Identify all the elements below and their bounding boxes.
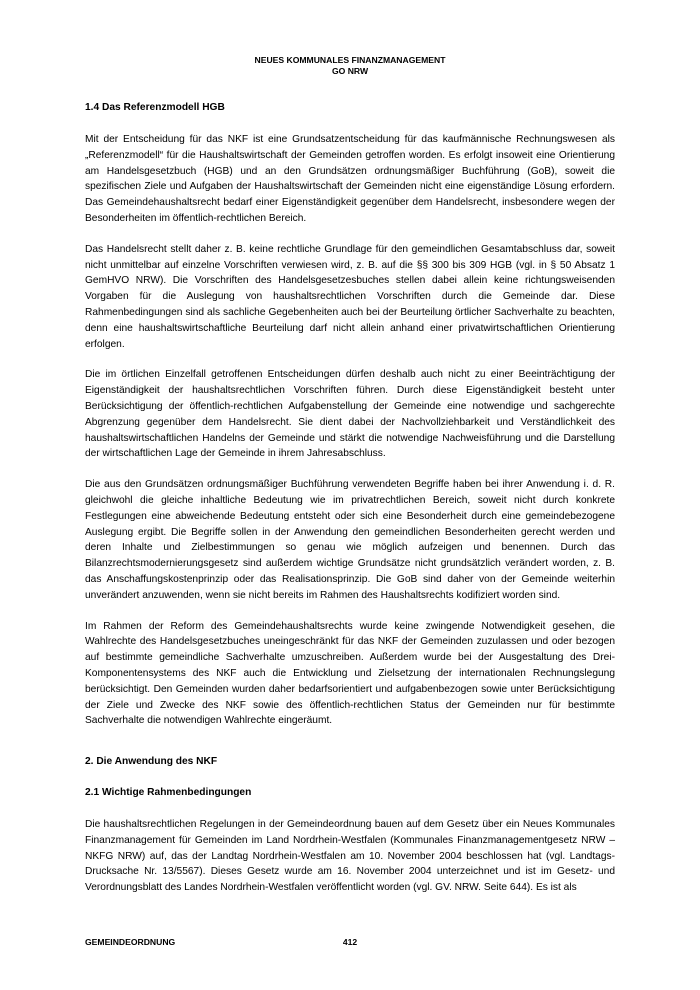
page-number: 412 [342, 937, 358, 947]
page-header [85, 55, 615, 77]
header-title: NEUES KOMMUNALES FINANZMANAGEMENT [254, 55, 446, 65]
section-heading-1-4: 1.4 Das Referenzmodell HGB [85, 102, 225, 113]
header-subtitle: GO NRW [331, 66, 369, 76]
paragraph: Die haushaltsrechtlichen Regelungen in der Gemeindeordnung bauen auf dem Gesetz über ein Neues Kommunales Finanzmanagement für Gemeinden im Land Nordrhein-Westfalen (Kommunales Finanzmanagementgesetz NRW – NKFG NRW) auf, das der Landtag Nordrhein-Westfalen am 10. November 2004 beschlossen hat (vgl. Landtags-Drucksache Nr. 13/5567). Dieses Gesetz wurde am 16. November 2004 unterzeichnet und ist im Gesetz- und Verordnungsblatt des Landes Nordrhein-Westfalen veröffentlicht worden (vgl. GV. NRW. Seite 644). Es ist als [85, 819, 615, 894]
paragraph: Mit der Entscheidung für das NKF ist eine Grundsatzentscheidung für das kaufmännische Rechnungswesen als „Referenzmodell“ für die Haushaltswirtschaft der Gemeinden getroffen worden. Es erfolgt insoweit eine Orientierung am Handelsgesetzbuch (HGB) und an den Grundsätzen ordnungsmäßiger Buchführung (GoB), soweit die spezifischen Ziele und Aufgaben der Haushaltswirtschaft der Gemeinden nicht eine eigenständige Lösung erfordern. Das Gemeindehaushaltsrecht bedarf einer Eigenständigkeit gegenüber dem Handelsrecht, insbesondere wegen der Besonderheiten im öffentlich-rechtlichen Bereich. [85, 134, 615, 224]
section-heading-2: 2. Die Anwendung des NKF [85, 756, 218, 768]
footer-document-title: GEMEINDEORDNUNG [85, 937, 176, 947]
paragraph: Die im örtlichen Einzelfall getroffenen Entscheidungen dürfen deshalb auch nicht zu einer Beeinträchtigung der Eigenständigkeit der haushaltsrechtlichen Vorschriften führen. Durch diese Eigenständigkeit besteht unter Berücksichtigung der öffentlich-rechtlichen Aufgabenstellung der Gemeinde eine notwendige und sachgerechte Abgrenzung gegenüber dem Handelsrecht. Sie dient dabei der Nachvollziehbarkeit und Verständlichkeit des haushaltswirtschaftlichen Handelns der Gemeinde und stärkt die notwendige Nachweisführung und die Darstellung der wirtschaftlichen Lage der Gemeinde in ihrem Jahresabschluss. [85, 369, 615, 460]
paragraph: Die aus den Grundsätzen ordnungsmäßiger Buchführung verwendeten Begriffe haben bei ihrer Anwendung i. d. R. gleichwohl die gleiche inhaltliche Bedeutung wie im privatrechtlichen Bereich, soweit nicht durch konkrete Festlegungen eine abweichende Bedeutung entsteht oder sich eine Besonderheit durch eine gemeindebezogene Auslegung ergibt. Die Begriffe sollen in der Anwendung den gemeindlichen Besonderheiten gerecht werden und deren Inhalte und Zielbestimmungen so genau wie möglich aufzeigen und benennen. Durch das Bilanzrechtsmodernierungsgesetz sind außerdem wichtige Grundsätze nicht grundsätzlich verändert worden, z. B. das Anschaffungskostenprinzip oder das Realisationsprinzip. Die GoB sind daher von der Gemeinde weiterhin unverändert anzuwenden, wenn sie nicht bereits im Rahmen des Haushaltsrechts kodifiziert worden sind. [85, 479, 615, 601]
page-footer [85, 937, 615, 949]
paragraph: Das Handelsrecht stellt daher z. B. keine rechtliche Grundlage für den gemeindlichen Gesamtabschluss dar, soweit nicht unmittelbar auf einzelne Vorschriften verwiesen wird, z. B. auf die §§ 300 bis 309 HGB (vgl. in § 50 Absatz 1 GemHVO NRW). Die Vorschriften des Handelsgesetzesbuches stellen dabei allein keine richtungsweisenden Vorgaben für die Auslegung von haushaltsrechtlichen Vorschriften durch die Gemeinde dar. Diese Rahmenbedingungen sind als sachliche Gegebenheiten auch bei der Beurteilung örtlicher Sachverhalte zu beachten, denn eine haushaltswirtschaftliche Beurteilung darf nicht allein anhand einer privatwirtschaftlichen Orientierung erfolgen. [85, 243, 615, 350]
section-heading-2-1: 2.1 Wichtige Rahmenbedingungen [85, 787, 252, 799]
paragraph: Im Rahmen der Reform des Gemeindehaushaltsrechts wurde keine zwingende Notwendigkeit gesehen, die Wahlrechte des Handelsgesetzbuches uneingeschränkt für das NKF der Gemeinden zuzulassen und oder bezogen auf bestimmte gemeindliche Sachverhalte umzuschreiben. Außerdem wurde bei der Ausgestaltung des Drei-Komponentensystems des NKF auch die Entwicklung und Zielsetzung der internationalen Rechnungslegung berücksichtigt. Den Gemeinden wurden daher bedarfsorientiert und aufgabenbezogen sowie unter Berücksichtigung der Ziele und Zwecke des NKF sowie des öffentlich-rechtlichen Status der Gemeinden nur für bestimmte Sachverhalte die notwendigen Wahlrechte eingeräumt. [85, 620, 615, 727]
